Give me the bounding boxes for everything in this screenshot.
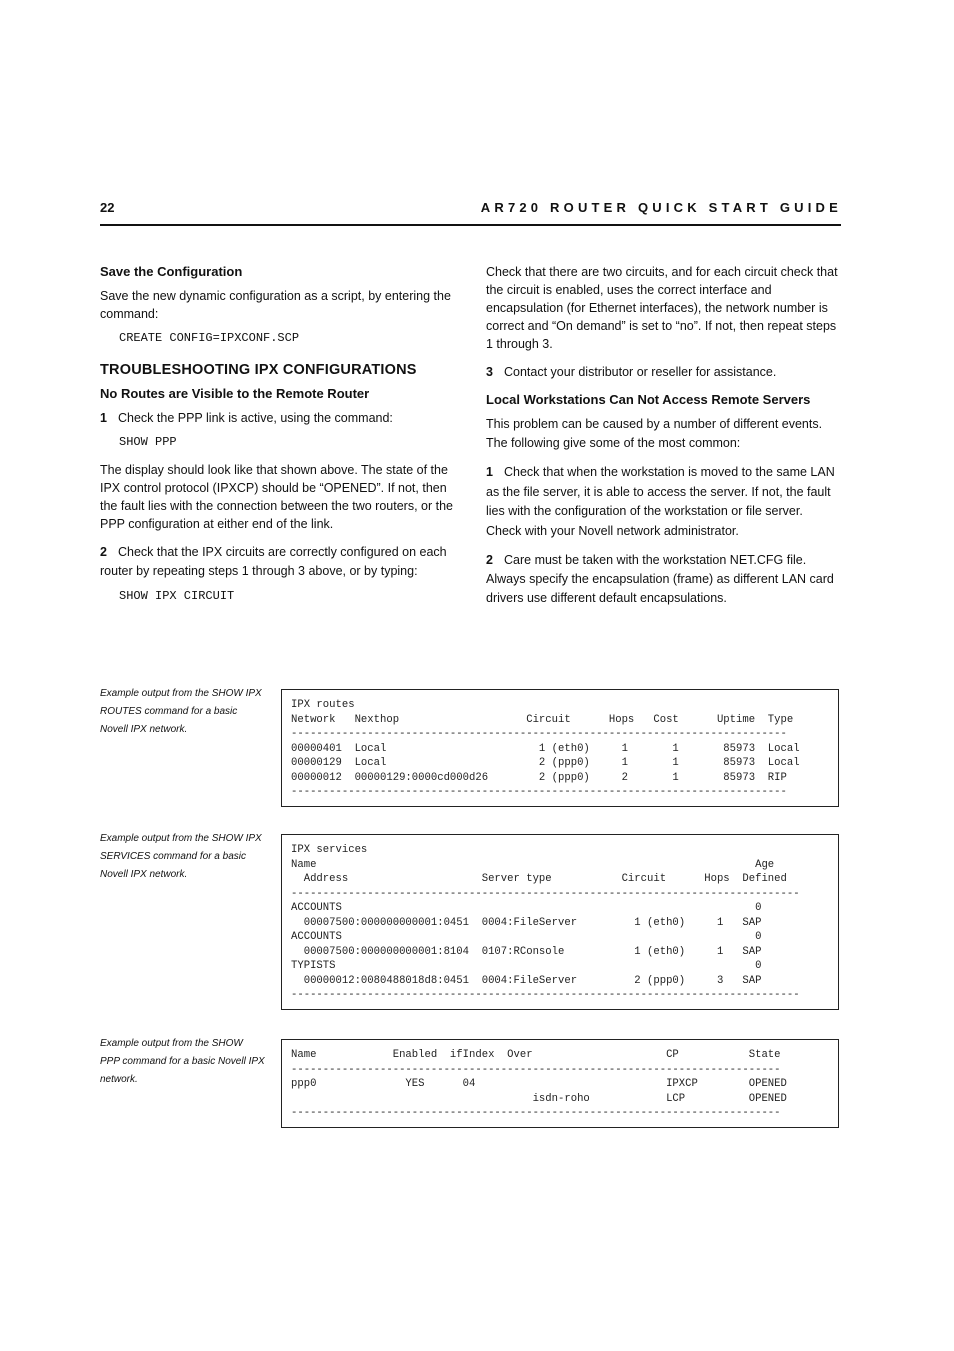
page-number: 22 — [100, 200, 115, 215]
troubleshooting-heading: TROUBLESHOOTING IPX CONFIGURATIONS — [100, 362, 417, 378]
right-step-1-number: 1 — [486, 465, 493, 479]
ipx-routes-output-box — [281, 689, 839, 807]
ipx-services-caption: Example output from the SHOW IPX SERVICES command for a basic Novell IPX network. — [100, 833, 262, 880]
right-step-2-text: Care must be taken with the workstation NET.CFG file. Always specify the encapsulation (frame) as different LAN card drivers use different default encapsulations. — [486, 553, 834, 605]
step-3-text: Contact your distributor or reseller for assistance. — [504, 365, 777, 379]
ipx-routes-output: IPX routes Network Nexthop Circuit Hops Cost Uptime Type ------------------------------------------------------------------------------ 00000401 Local 1 (eth0) 1 1 85973 Local 00000129 Local 2 (ppp0) 1 1 85973 Local 00000012 00000129:0000cd000d26 2 (ppp0) 2 1 85973 RIP ------------------------------------------------------------------------------ — [291, 699, 800, 798]
step-2-text: Check that the IPX circuits are correctly configured on each router by repeating steps 1 through 3 above, or by typing: — [100, 545, 447, 578]
show-ppp-output-box — [281, 1039, 839, 1128]
show-ppp-caption: Example output from the SHOW PPP command for a basic Novell IPX network. — [100, 1038, 265, 1085]
step-1-number: 1 — [100, 411, 107, 425]
header-rule — [100, 224, 841, 226]
step-2-number: 2 — [100, 545, 107, 559]
problem-text: This problem can be caused by a number of different events. The following give some of the most common: — [486, 417, 823, 450]
show-ppp-command: SHOW PPP — [119, 435, 177, 449]
right-step-1-text: Check that when the workstation is moved to the same LAN as the file server, it is able to access the server. If not, the fault lies with the configuration of the workstation or file server. Check with your Novell network administrator. — [486, 465, 835, 538]
step-1-text: Check the PPP link is active, using the command: — [118, 411, 393, 425]
create-config-command: CREATE CONFIG=IPXCONF.SCP — [119, 331, 300, 345]
local-workstations-heading: Local Workstations Can Not Access Remote Servers — [486, 392, 811, 407]
left-column — [100, 263, 460, 615]
step-3-number: 3 — [486, 365, 493, 379]
ipx-services-output-box — [281, 834, 839, 1010]
step-1 — [100, 409, 460, 427]
right-step-2-number: 2 — [486, 553, 493, 567]
show-ipx-circuit-command: SHOW IPX CIRCUIT — [119, 589, 235, 603]
save-configuration-heading: Save the Configuration — [100, 264, 243, 279]
ipx-routes-caption: Example output from the SHOW IPX ROUTES command for a basic Novell IPX network. — [100, 688, 262, 735]
save-configuration-text: Save the new dynamic configuration as a script, by entering the command: — [100, 289, 451, 321]
no-routes-heading: No Routes are Visible to the Remote Router — [100, 386, 370, 401]
check-circuits-text: Check that there are two circuits, and for each circuit check that the circuit is enabled, uses the correct interface and encapsulation (for Ethernet interfaces), the network number is correct and “On demand” is set to “no”. If not, then repeat steps 1 through 3. — [486, 265, 838, 351]
step-3 — [486, 363, 841, 381]
display-explanation: The display should look like that shown above. The state of the IPX control protocol (IPXCP) should be “OPENED”. If not, then the fault lies with the connection between the two routers, or the PPP configuration at either end of the link. — [100, 463, 453, 531]
right-step-1 — [486, 463, 841, 541]
right-step-2 — [486, 551, 841, 608]
step-2 — [100, 543, 460, 581]
running-header-title: AR720 ROUTER QUICK START GUIDE — [480, 200, 842, 215]
show-ppp-output: Name Enabled ifIndex Over CP State ----------------------------------------------------------------------------- ppp0 YES 04 IPXCP OPENED isdn-roho LCP OPENED ----------------------------------------------------------------------------- — [291, 1049, 787, 1119]
right-column — [486, 263, 841, 618]
ipx-services-output: IPX services Name Age Address Server type Circuit Hops Defined -------------------------------------------------------------------------------- ACCOUNTS 0 00007500:000000000001:0451 0004:FileServer 1 (eth0) 1 SAP ACCOUNTS 0 00007500:000000000001:8104 0107:RConsole 1 (eth0) 1 SAP TYPISTS 0 00000012:0080488018d8:0451 0004:FileServer 2 (ppp0) 3 SAP -------------------------------------------------------------------------------- — [291, 844, 800, 1001]
